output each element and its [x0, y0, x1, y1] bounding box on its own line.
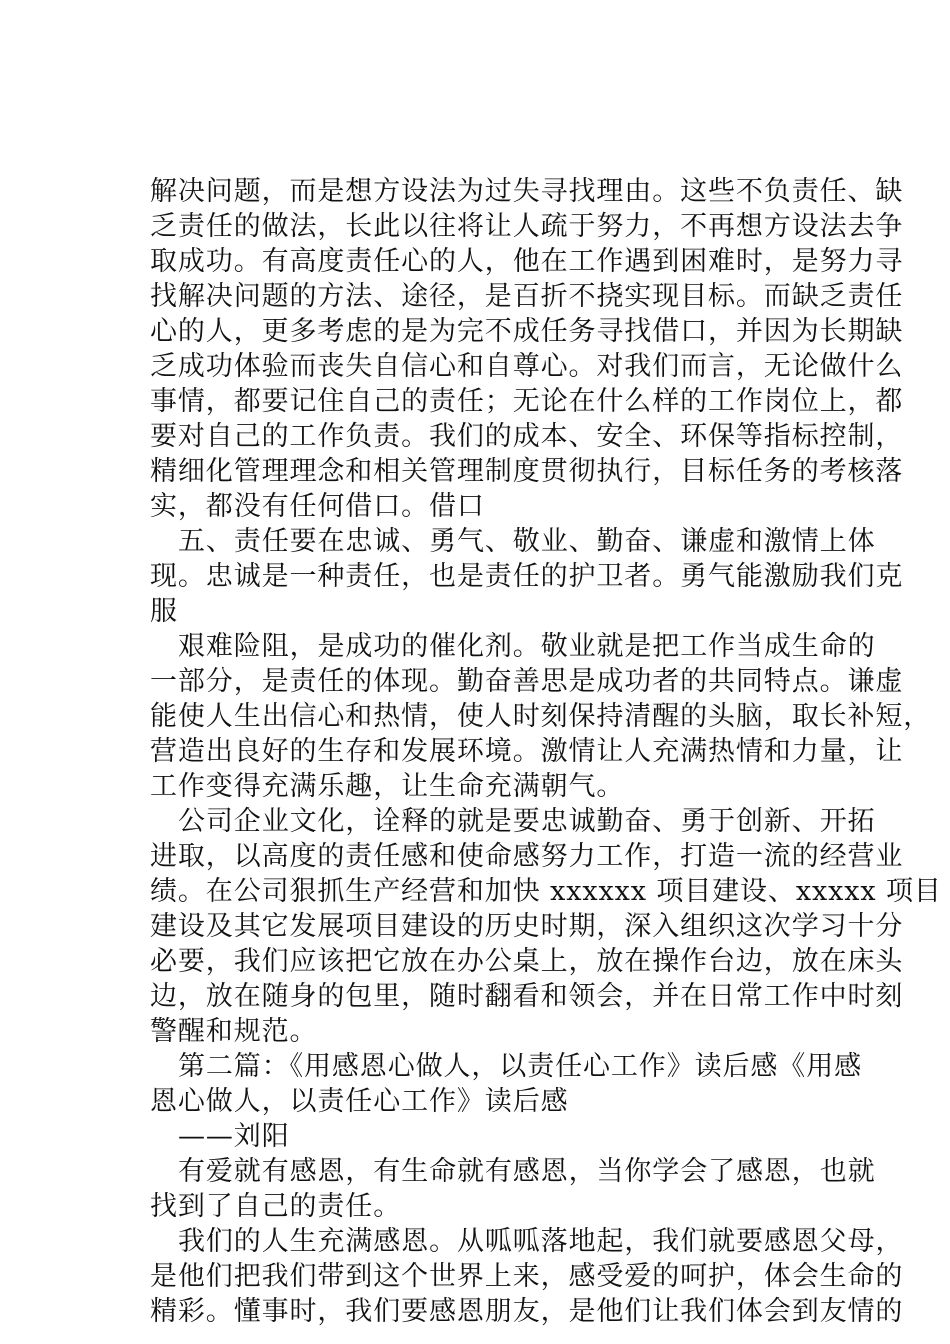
text-line: 解决问题，而是想方设法为过失寻找理由。这些不负责任、缺	[150, 176, 904, 207]
text-line: 是他们把我们带到这个世界上来，感受爱的呵护，体会生命的	[150, 1261, 904, 1292]
text-line: 一部分，是责任的体现。勤奋善思是成功者的共同特点。谦虚	[150, 666, 904, 697]
text-line: 精细化管理理念和相关管理制度贯彻执行，目标任务的考核落	[150, 456, 904, 487]
text-line: 心的人，更多考虑的是为完不成任务寻找借口，并因为长期缺	[150, 316, 904, 347]
text-line: 能使人生出信心和热情，使人时刻保持清醒的头脑，取长补短，	[150, 701, 932, 732]
text-line: 找解决问题的方法、途径，是百折不挠实现目标。而缺乏责任	[150, 281, 904, 312]
text-line: 现。忠诚是一种责任，也是责任的护卫者。勇气能激励我们克	[150, 561, 904, 592]
section-heading-continued: 恩心做人，以责任心工作》读后感	[150, 1086, 569, 1117]
text-line: 事情，都要记住自己的责任；无论在什么样的工作岗位上，都	[150, 386, 904, 417]
text-line: 实，都没有任何借口。借口	[150, 491, 485, 522]
text-line: 绩。在公司狠抓生产经营和加快 xxxxxx 项目建设、xxxxx 项目	[150, 876, 942, 907]
text-line: 警醒和规范。	[150, 1016, 318, 1047]
text-line: 要对自己的工作负责。我们的成本、安全、环保等指标控制，	[150, 421, 904, 452]
paragraph-first-line: 公司企业文化，诠释的就是要忠诚勤奋、勇于创新、开拓	[178, 806, 876, 837]
text-line: 营造出良好的生存和发展环境。激情让人充满热情和力量，让	[150, 736, 904, 767]
text-line: 乏成功体验而丧失自信心和自尊心。对我们而言，无论做什么	[150, 351, 904, 382]
section-heading: 第二篇：《用感恩心做人，以责任心工作》读后感《用感	[178, 1051, 862, 1082]
text-line: 找到了自己的责任。	[150, 1191, 402, 1222]
paragraph-first-line: 我们的人生充满感恩。从呱呱落地起，我们就要感恩父母，	[178, 1226, 904, 1257]
text-line: 进取，以高度的责任感和使命感努力工作，打造一流的经营业	[150, 841, 904, 872]
text-line: 精彩。懂事时，我们要感恩朋友，是他们让我们体会到友情的	[150, 1296, 904, 1327]
author-byline: ——刘阳	[178, 1121, 290, 1152]
paragraph-first-line: 有爱就有感恩，有生命就有感恩，当你学会了感恩，也就	[178, 1156, 876, 1187]
text-line: 工作变得充满乐趣，让生命充满朝气。	[150, 771, 625, 802]
text-line: 服	[150, 596, 178, 627]
text-line: 边，放在随身的包里，随时翻看和领会，并在日常工作中时刻	[150, 981, 904, 1012]
paragraph-first-line: 艰难险阻，是成功的催化剂。敬业就是把工作当成生命的	[178, 631, 876, 662]
text-line: 必要，我们应该把它放在办公桌上，放在操作台边，放在床头	[150, 946, 904, 977]
text-line: 建设及其它发展项目建设的历史时期，深入组织这次学习十分	[150, 911, 904, 942]
paragraph-first-line: 五、责任要在忠诚、勇气、敬业、勤奋、谦虚和激情上体	[178, 526, 876, 557]
text-line: 乏责任的做法，长此以往将让人疏于努力，不再想方设法去争	[150, 211, 904, 242]
text-line: 取成功。有高度责任心的人，他在工作遇到困难时，是努力寻	[150, 246, 904, 277]
